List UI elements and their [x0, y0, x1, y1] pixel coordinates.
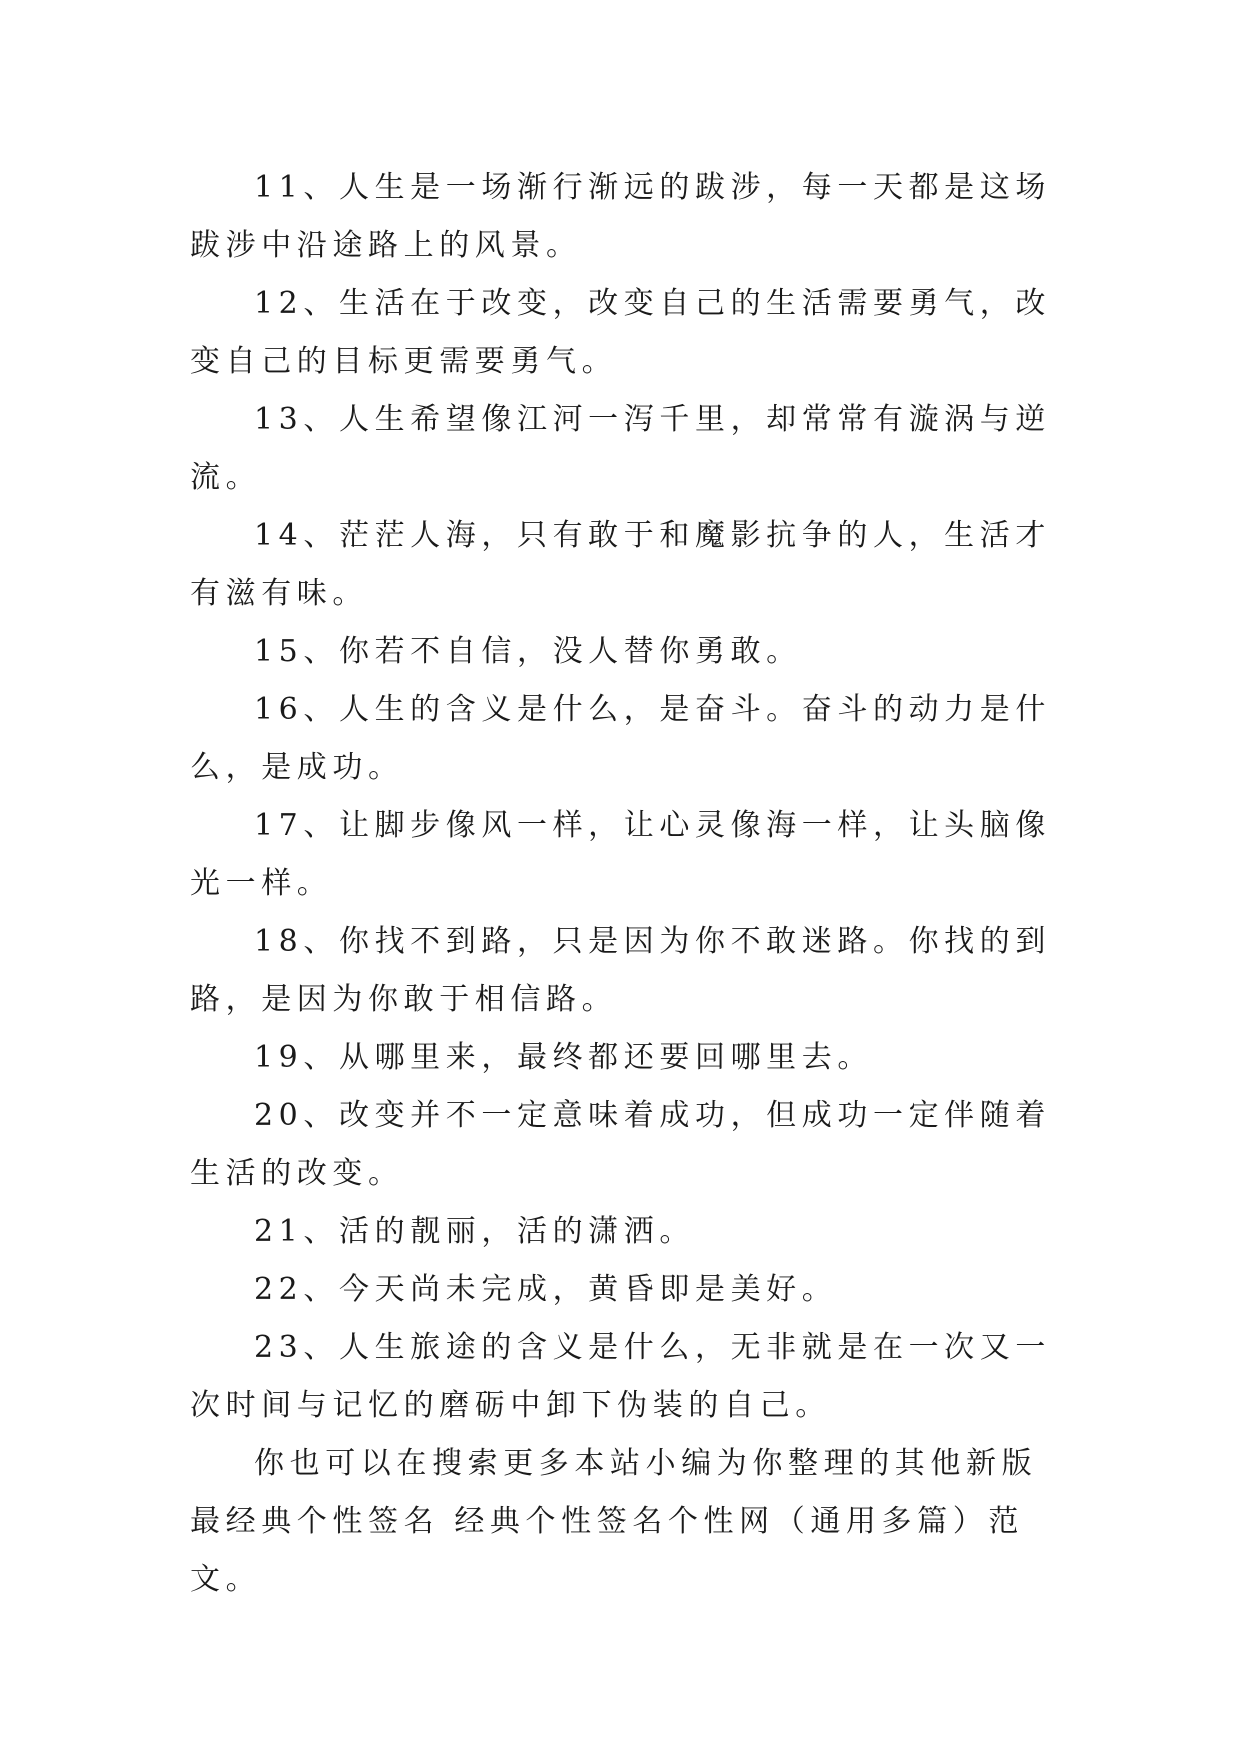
paragraph-21: 21、活的靓丽，活的潇洒。 [254, 1214, 695, 1249]
paragraph-23: 23、人生旅途的含义是什么，无非就是在一次又一次时间与记忆的磨砺中卸下伪装的自己。 [190, 1330, 1051, 1423]
closing-paragraph: 你也可以在搜索更多本站小编为你整理的其他新版最经典个性签名 经典个性签名个性网（通用多篇）范文。 [190, 1446, 1038, 1597]
paragraph-20: 20、改变并不一定意味着成功，但成功一定伴随着生活的改变。 [190, 1098, 1051, 1191]
paragraph-19: 19、从哪里来，最终都还要回哪里去。 [254, 1040, 873, 1075]
paragraph-11: 11、人生是一场渐行渐远的跋涉，每一天都是这场跋涉中沿途路上的风景。 [190, 170, 1051, 263]
paragraph-15: 15、你若不自信，没人替你勇敢。 [254, 634, 802, 669]
paragraph-12: 12、生活在于改变，改变自己的生活需要勇气，改变自己的目标更需要勇气。 [190, 286, 1051, 379]
paragraph-18: 18、你找不到路，只是因为你不敢迷路。你找的到路，是因为你敢于相信路。 [190, 924, 1051, 1017]
paragraph-22: 22、今天尚未完成，黄昏即是美好。 [254, 1272, 838, 1307]
paragraph-14: 14、茫茫人海，只有敢于和魔影抗争的人，生活才有滋有味。 [190, 518, 1051, 611]
document-body [190, 159, 1060, 1609]
paragraph-13: 13、人生希望像江河一泻千里，却常常有漩涡与逆流。 [190, 402, 1051, 495]
paragraph-17: 17、让脚步像风一样，让心灵像海一样，让头脑像光一样。 [190, 808, 1051, 901]
paragraph-16: 16、人生的含义是什么，是奋斗。奋斗的动力是什么，是成功。 [190, 692, 1051, 785]
